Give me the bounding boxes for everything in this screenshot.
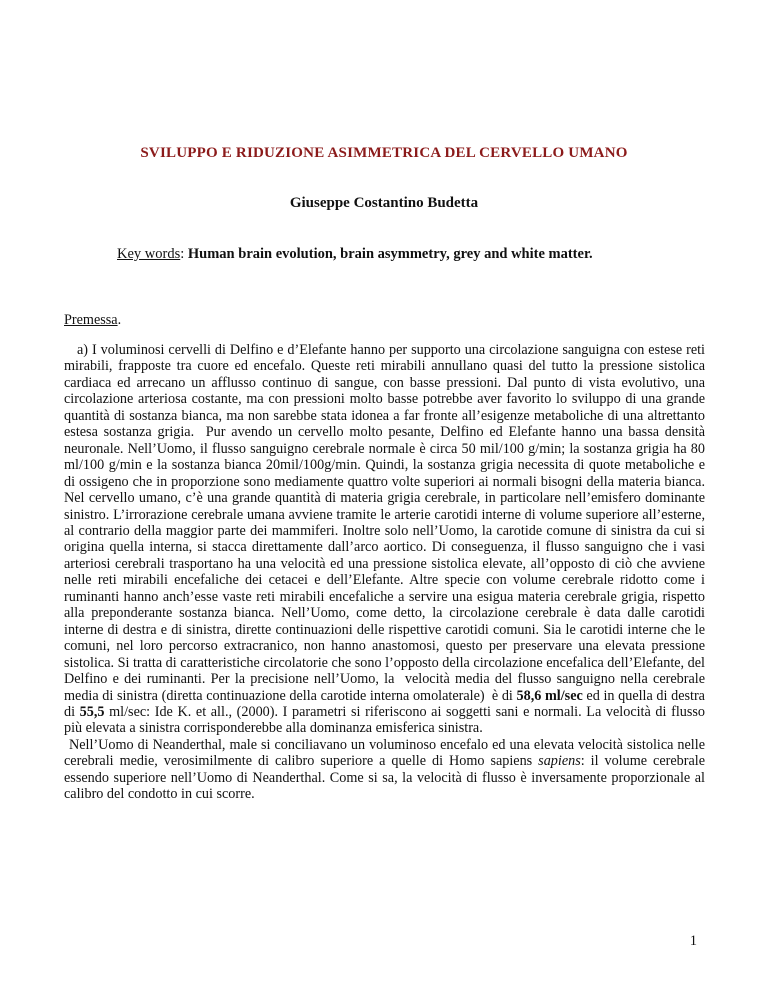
paragraph: [64, 342, 705, 737]
text-segment: : il volume cerebrale essendo superiore nell’Uomo di Neanderthal. Come si sa, la velocità di flusso è inversamente proporzionale al calibro del condotto in cui scorre.: [64, 753, 705, 803]
text-segment: sapiens: [538, 753, 581, 770]
text-segment: 55,5: [79, 703, 105, 720]
page-title: SVILUPPO E RIDUZIONE ASIMMETRICA DEL CERVELLO UMANO: [140, 145, 628, 161]
keywords-line: [117, 246, 593, 263]
text-segment: Nell’Uomo di Neanderthal, male si conciliavano un voluminoso encefalo ed una elevata velocità sistolica nelle cerebrali medie, verosimilmente di calibro superiore a quelle di Homo sapiens: [64, 736, 705, 770]
keywords-text: Human brain evolution, brain asymmetry, grey and white matter.: [187, 246, 593, 262]
section-heading: [64, 312, 121, 329]
keywords-separator: :: [180, 246, 188, 262]
page-number: 1: [689, 933, 697, 949]
text-segment: 58,6 ml/sec: [516, 687, 583, 704]
text-segment: ml/sec: Ide K. et all., (2000). I parametri si riferiscono ai soggetti sani e normali. La velocità di flusso più elevata a sinistra corrisponderebbe alla dominanza emisferica sinistra.: [64, 703, 705, 737]
section-heading-suffix: .: [117, 312, 122, 328]
text-segment: a) I voluminosi cervelli di Delfino e d’Elefante hanno per supporto una circolazione sanguigna con estese reti mirabili, frapposte tra cuore ed encefalo. Queste reti mirabili annullano quasi del tutto la pressione sistolica cardiaca ed arrecano un afflusso continuo di sangue, con basse pressioni. Dal punto di vista evolutivo, una circolazione arteriosa costante, ma con pressioni molto basse potrebbe aver favorito lo sviluppo di una grande quantità di sostanza bianca, ma non sarebbe stata idonea a far fronte all’esigenze metaboliche di una altrettanto estesa sostanza grigia. Pur avendo un cervello molto pesante, Delfino ed Elefante hanno una bassa densità neuronale. Nell’Uomo, il flusso sanguigno cerebrale normale è circa 50 mil/100 g/min; la sostanza grigia ha 80 ml/100 g/min e la sostanza bianca 20mil/100g/min. Quindi, la sostanza grigia necessita di quote metaboliche e di ossigeno che in proporzione sono mediamente quattro volte superiori ai normali bisogni della materia bianca. Nel cervello umano, c’è una grande quantità di materia grigia cerebrale, in particolare nell’emisfero dominante sinistro. L’irrorazione cerebrale umana avviene tramite le arterie carotidi interne di volume superiore all’esterne, al contrario della maggior parte dei mammiferi. Inoltre solo nell’Uomo, la carotide comune di sinistra da cui si origina quella interna, si stacca direttamente dall’arco aortico. Di conseguenza, il flusso sanguigno che i vasi arteriosi cerebrali trasportano ha una velocità ed una pressione sistolica elevate, all’opposto di ciò che avviene nelle reti mirabili encefaliche dei cetacei e dell’Elefante. Altre specie con volume cerebrale ridotto come i ruminanti hanno anch’esse vaste reti mirabili encefaliche a servire una esigua materia cerebrale grigia, rispetto alla preponderante sostanza bianca. Nell’Uomo, come detto, la circolazione cerebrale è data dalle carotidi interne di destra e di sinistra, dirette continuazioni delle rispettive carotidi comuni. Sia le carotidi interne che le comuni, nel loro percorso extracranico, non hanno anastomosi, questo per preservare una elevata pressione sistolica. Si tratta di caratteristiche circolatorie che sono l’opposto della circolazione encefalica dell’Elefante, del Delfino e dei ruminanti. Per la precisione nell’Uomo, la velocità media del flusso sanguigno nella cerebrale media di sinistra (diretta continuazione della carotide interna omolaterale) è di: [64, 342, 705, 704]
paragraph: [64, 737, 705, 803]
keywords-label: Key words: [117, 246, 181, 262]
section-heading-text: Premessa: [64, 312, 118, 328]
author-name: Giuseppe Costantino Budetta: [289, 195, 479, 211]
text-segment: ed in quella di destra di: [64, 687, 705, 720]
body-paragraphs: [64, 342, 705, 803]
